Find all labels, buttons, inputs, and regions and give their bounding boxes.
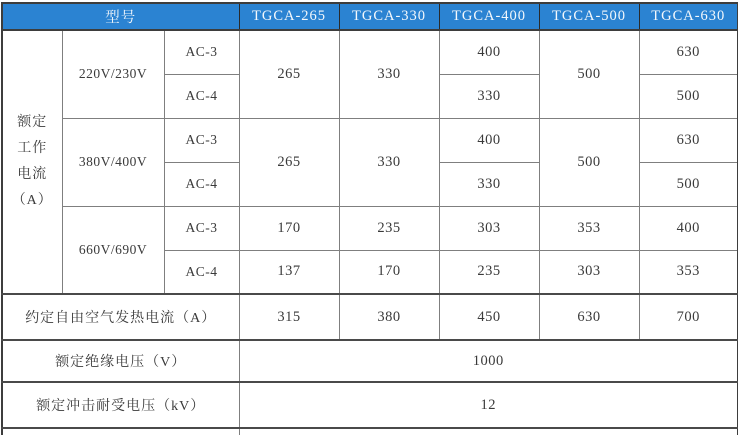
header-row (2, 3, 738, 30)
voltage-cell: 660V/690V (62, 206, 164, 294)
value-cell: 235 (439, 250, 539, 294)
value-cell: 500 (639, 162, 738, 206)
value-cell: 630 (639, 30, 738, 74)
merged-value-cell: 12 (239, 382, 738, 428)
table-row (2, 118, 738, 162)
value-cell: 700 (639, 294, 738, 340)
model-column-header: TGCA-265 (239, 3, 339, 30)
value-cell: 500 (639, 74, 738, 118)
value-cell: 500 (539, 30, 639, 118)
model-column-header: TGCA-500 (539, 3, 639, 30)
table-row (2, 340, 738, 382)
value-cell: 330 (339, 118, 439, 206)
value-cell: 303 (539, 250, 639, 294)
rated-current-label-line: 电流 (17, 167, 48, 182)
rated-current-label-line: （A） (11, 192, 53, 208)
value-cell: 450 (439, 294, 539, 340)
merged-value-cell: 1000 (239, 340, 738, 382)
value-cell: 170 (339, 250, 439, 294)
ac-class-cell: AC-3 (164, 206, 239, 250)
value-cell: 630 (539, 294, 639, 340)
ac-class-cell: AC-4 (164, 74, 239, 118)
model-column-header: TGCA-400 (439, 3, 539, 30)
rated-current-label (2, 30, 62, 294)
value-cell: 330 (439, 162, 539, 206)
ac-class-cell: AC-3 (164, 30, 239, 74)
value-cell: 380 (339, 294, 439, 340)
ac-class-cell: AC-4 (164, 250, 239, 294)
table-row (2, 30, 738, 74)
clipped-cell (2, 428, 239, 435)
table-row (2, 206, 738, 250)
value-cell: 630 (639, 118, 738, 162)
clipped-cell (239, 428, 738, 435)
footer-label: 约定自由空气发热电流（A） (2, 294, 239, 340)
clipped-partial-row (2, 428, 738, 435)
table-row (2, 294, 738, 340)
model-header-cell: 型号 (2, 3, 239, 30)
value-cell: 137 (239, 250, 339, 294)
ac-class-cell: AC-4 (164, 162, 239, 206)
rated-current-label-line: 额定 (17, 115, 48, 131)
model-column-header: TGCA-630 (639, 3, 738, 30)
value-cell: 330 (439, 74, 539, 118)
value-cell: 265 (239, 30, 339, 118)
ac-class-cell: AC-3 (164, 118, 239, 162)
spec-table (1, 2, 738, 435)
value-cell: 400 (439, 30, 539, 74)
value-cell: 235 (339, 206, 439, 250)
value-cell: 353 (639, 250, 738, 294)
value-cell: 303 (439, 206, 539, 250)
value-cell: 400 (639, 206, 738, 250)
value-cell: 330 (339, 30, 439, 118)
value-cell: 500 (539, 118, 639, 206)
value-cell: 170 (239, 206, 339, 250)
value-cell: 353 (539, 206, 639, 250)
footer-label: 额定绝缘电压（V） (2, 340, 239, 382)
model-column-header: TGCA-330 (339, 3, 439, 30)
value-cell: 315 (239, 294, 339, 340)
voltage-cell: 380V/400V (62, 118, 164, 206)
footer-label: 额定冲击耐受电压（kV） (2, 382, 239, 428)
table-row (2, 382, 738, 428)
voltage-cell: 220V/230V (62, 30, 164, 118)
rated-current-label-line: 工作 (17, 141, 48, 157)
value-cell: 265 (239, 118, 339, 206)
value-cell: 400 (439, 118, 539, 162)
